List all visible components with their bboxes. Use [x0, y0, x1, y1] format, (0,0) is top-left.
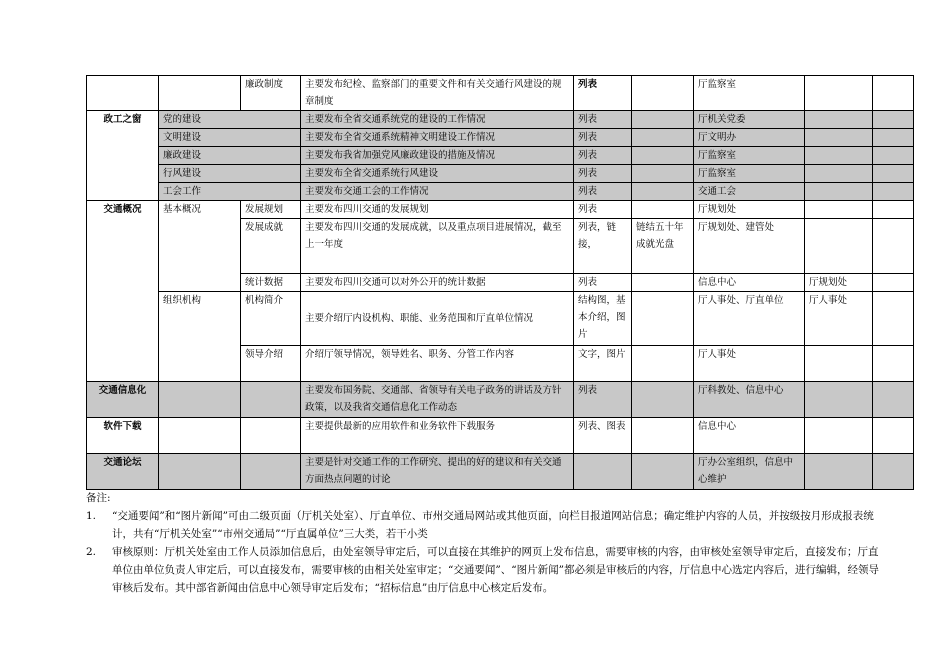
empty-cell: [873, 274, 914, 292]
content-cell: 主要介绍厅内设机构、职能、业务范围和厅直单位情况: [301, 292, 574, 346]
category-cell: 软件下载: [87, 418, 159, 454]
content-cell: 主要是针对交通工作的工作研究、提出的好的建议和有关交通方面热点问题的讨论: [301, 454, 574, 490]
category-cell: 交通论坛: [87, 454, 159, 490]
content-cell: 主要发布全省交通系统精神文明建设工作情况: [301, 129, 574, 147]
sub-column-2-cell: 机构简介: [241, 292, 301, 346]
table-row: [87, 418, 914, 454]
dept-cell: 厅办公室组织，信息中心维护: [694, 454, 805, 490]
link-cell: [632, 274, 694, 292]
form-cell: 列表、图表: [574, 418, 632, 454]
sub-column-2-cell: 廉政制度: [241, 76, 301, 111]
link-cell: [632, 418, 694, 454]
extra-cell: [805, 111, 873, 129]
empty-cell: [873, 219, 914, 274]
form-cell: 列表: [574, 129, 632, 147]
content-cell: 介绍厅领导情况，领导姓名、职务、分管工作内容: [301, 346, 574, 382]
dept-cell: 厅科教处、信息中心: [694, 382, 805, 418]
dept-cell: 信息中心: [694, 418, 805, 454]
empty-cell: [873, 76, 914, 111]
note-number: 2.: [86, 546, 97, 558]
sub-column-cell: [159, 418, 241, 454]
note-item: [86, 507, 886, 543]
extra-cell: [805, 201, 873, 219]
extra-cell: [805, 76, 873, 111]
empty-cell: [873, 129, 914, 147]
sub-column-cell: 文明建设: [159, 129, 301, 147]
table-row: [87, 454, 914, 490]
content-cell: 主要发布交通工会的工作情况: [301, 183, 574, 201]
dept-cell: 厅规划处: [694, 201, 805, 219]
table-row: [87, 111, 914, 129]
dept-cell: 厅人事处、厅直单位: [694, 292, 805, 346]
extra-cell: [805, 165, 873, 183]
form-cell: 列表: [574, 165, 632, 183]
category-cell: 交通概况: [87, 201, 159, 382]
extra-cell: 厅人事处: [805, 292, 873, 346]
form-cell: 列表: [574, 147, 632, 165]
table-row: [87, 76, 914, 111]
dept-cell: 厅人事处: [694, 346, 805, 382]
table-row: [87, 147, 914, 165]
category-cell: 政工之窗: [87, 111, 159, 201]
link-cell: 链结五十年成就光盘: [632, 219, 694, 274]
empty-cell: [873, 111, 914, 129]
empty-cell: [873, 165, 914, 183]
extra-cell: [805, 382, 873, 418]
link-cell: [632, 382, 694, 418]
form-cell: 列表，链接，: [574, 219, 632, 274]
table-row: [87, 183, 914, 201]
sub-column-cell: 基本概况: [159, 201, 241, 292]
dept-cell: 信息中心: [694, 274, 805, 292]
dept-cell: 厅监察室: [694, 147, 805, 165]
extra-cell: [805, 129, 873, 147]
content-cell: 主要发布全省交通系统行风建设: [301, 165, 574, 183]
form-cell: 列表: [574, 76, 632, 111]
note-number: 1.: [86, 510, 97, 522]
content-cell: 主要发布四川交通的发展成就，以及重点项目进展情况，截至上一年度: [301, 219, 574, 274]
sub-column-cell: [159, 76, 241, 111]
empty-cell: [873, 147, 914, 165]
sub-column-cell: 组织机构: [159, 292, 241, 382]
link-cell: [632, 76, 694, 111]
dept-cell: 厅监察室: [694, 76, 805, 111]
sub-column-cell: 廉政建设: [159, 147, 301, 165]
empty-cell: [873, 346, 914, 382]
extra-cell: [805, 183, 873, 201]
note-text: “交通要闻”和“图片新闻”可由二级页面（厅机关处室）、厅直单位、市州交通局网站或其他页面，向栏目报道网站信息；确定维护内容的人员，并按级按月形成报表统计，共有“厅机关处室”“市州交通局”“厅直属单位”三大类，若干小类: [112, 510, 874, 540]
notes-section: [86, 489, 886, 597]
link-cell: [632, 346, 694, 382]
form-cell: [574, 454, 632, 490]
empty-cell: [873, 292, 914, 346]
dept-cell: 厅文明办: [694, 129, 805, 147]
content-cell: 主要发布我省加强党风廉政建设的措施及情况: [301, 147, 574, 165]
content-cell: 主要发布四川交通可以对外公开的统计数据: [301, 274, 574, 292]
table-row: [87, 129, 914, 147]
form-cell: 结构图，基本介绍，图片: [574, 292, 632, 346]
empty-cell: [873, 183, 914, 201]
notes-title: 备注:: [86, 492, 111, 504]
content-cell: 主要提供最新的应用软件和业务软件下载服务: [301, 418, 574, 454]
extra-cell: [805, 219, 873, 274]
note-item: [86, 543, 886, 597]
extra-cell: [805, 418, 873, 454]
sub-column-cell: 行风建设: [159, 165, 301, 183]
sub-column-cell: 党的建设: [159, 111, 301, 129]
form-cell: 列表: [574, 201, 632, 219]
content-table: [86, 75, 914, 490]
dept-cell: 厅机关党委: [694, 111, 805, 129]
link-cell: [632, 292, 694, 346]
table-row: [87, 382, 914, 418]
empty-cell: [873, 382, 914, 418]
table-row: [87, 292, 914, 346]
table-row: [87, 165, 914, 183]
link-cell: [632, 111, 694, 129]
empty-cell: [873, 201, 914, 219]
dept-cell: 厅规划处、建管处: [694, 219, 805, 274]
sub-column-cell: 工会工作: [159, 183, 301, 201]
note-text: 审核原则：厅机关处室由工作人员添加信息后，由处室领导审定后，可以直接在其维护的网页上发布信息，需要审核的内容，由审核处室领导审定后，直接发布；厅直单位由单位负责人审定后，可以直接发布，需要审核的由相关处室审定；“交通要闻”、“图片新闻”都必须是审核后的内容，厅信息中心选定内容后，进行编辑，经领导审核后发布。其中部省新闻由信息中心领导审定后发布；“招标信息”由厅信息中心核定后发布。: [112, 546, 879, 594]
sub-column-2-cell: 发展成就: [241, 219, 301, 274]
link-cell: [632, 201, 694, 219]
form-cell: 列表: [574, 382, 632, 418]
sub-column-cell: [159, 382, 241, 418]
dept-cell: 交通工会: [694, 183, 805, 201]
category-cell: 交通信息化: [87, 382, 159, 418]
extra-cell: [805, 147, 873, 165]
content-cell: 主要发布国务院、交通部、省领导有关电子政务的讲话及方针政策，以及我省交通信息化工作动态: [301, 382, 574, 418]
sub-column-2-cell: [241, 454, 301, 490]
sub-column-2-cell: [241, 418, 301, 454]
link-cell: [632, 183, 694, 201]
dept-cell: 厅监察室: [694, 165, 805, 183]
link-cell: [632, 147, 694, 165]
sub-column-cell: [159, 454, 241, 490]
form-cell: 列表: [574, 111, 632, 129]
extra-cell: [805, 346, 873, 382]
sub-column-2-cell: 领导介绍: [241, 346, 301, 382]
table-row: [87, 201, 914, 219]
sub-column-2-cell: 发展规划: [241, 201, 301, 219]
category-cell: [87, 76, 159, 111]
empty-cell: [873, 454, 914, 490]
sub-column-2-cell: [241, 382, 301, 418]
link-cell: [632, 165, 694, 183]
extra-cell: 厅规划处: [805, 274, 873, 292]
empty-cell: [873, 418, 914, 454]
form-cell: 文字，图片: [574, 346, 632, 382]
form-cell: 列表: [574, 274, 632, 292]
content-cell: 主要发布四川交通的发展规划: [301, 201, 574, 219]
sub-column-2-cell: 统计数据: [241, 274, 301, 292]
content-cell: 主要发布纪检、监察部门的重要文件和有关交通行风建设的规章制度: [301, 76, 574, 111]
extra-cell: [805, 454, 873, 490]
link-cell: [632, 454, 694, 490]
content-cell: 主要发布全省交通系统党的建设的工作情况: [301, 111, 574, 129]
link-cell: [632, 129, 694, 147]
form-cell: 列表: [574, 183, 632, 201]
